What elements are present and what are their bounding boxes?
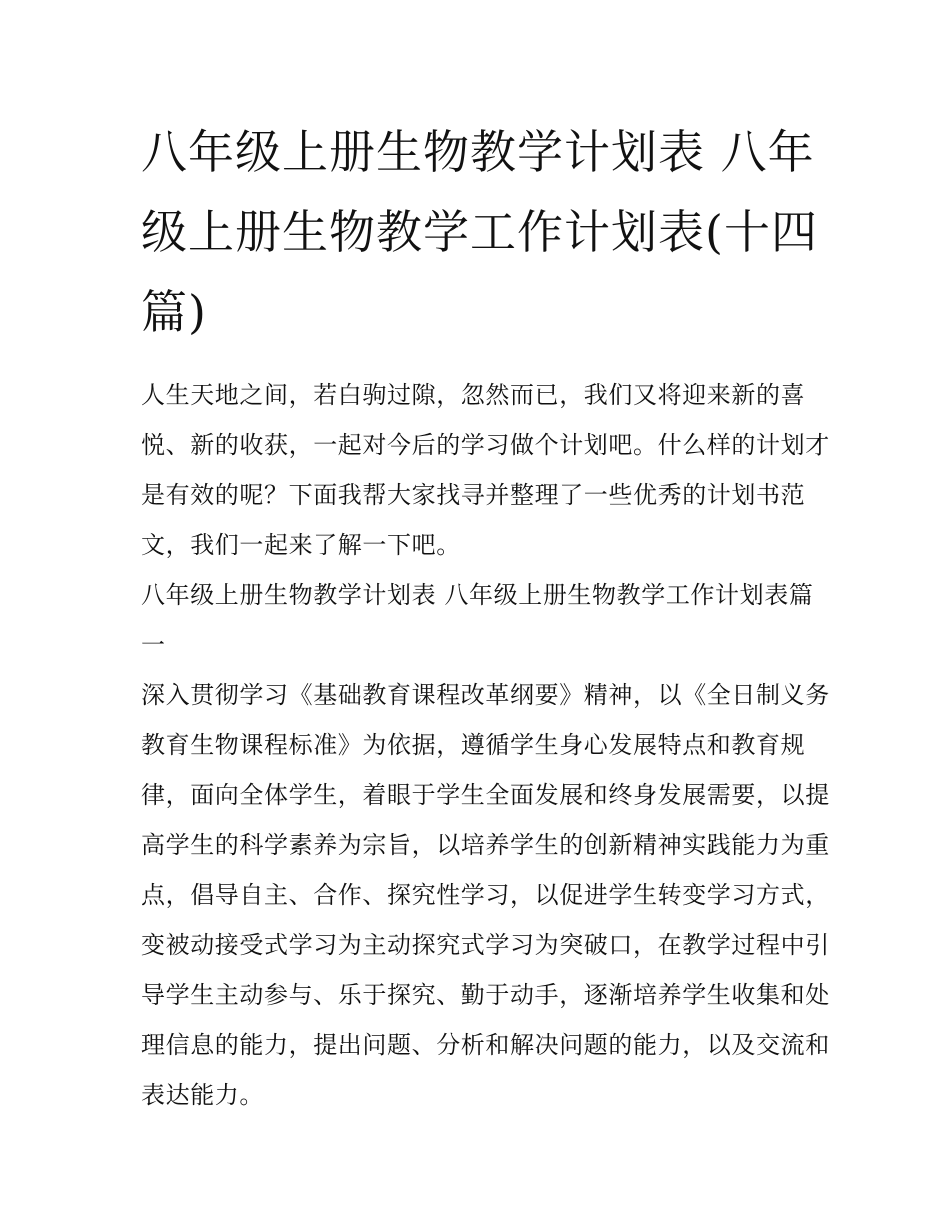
intro-paragraph: 人生天地之间，若白驹过隙，忽然而已，我们又将迎来新的喜悦、新的收获，一起对今后的学习做个计划吧。什么样的计划才是有效的呢？下面我帮大家找寻并整理了一些优秀的计划书范文，我们一起来了解一下吧。 — [141, 381, 830, 559]
section-heading: 八年级上册生物教学计划表 八年级上册生物教学工作计划表篇一 — [141, 581, 814, 659]
document-title: 八年级上册生物教学计划表 八年级上册生物教学工作计划表(十四篇) — [141, 125, 818, 339]
body-paragraph: 深入贯彻学习《基础教育课程改革纲要》精神，以《全日制义务教育生物课程标准》为依据，遵循学生身心发展特点和教育规律，面向全体学生，着眼于学生全面发展和终身发展需要，以提高学生的科学素养为宗旨，以培养学生的创新精神实践能力为重点，倡导自主、合作、探究性学习，以促进学生转变学习方式，变被动接受式学习为主动探究式学习为突破口，在教学过程中引导学生主动参与、乐于探究、勤于动手，逐渐培养学生收集和处理信息的能力，提出问题、分析和解决问题的能力，以及交流和表达能力。 — [141, 681, 830, 1109]
